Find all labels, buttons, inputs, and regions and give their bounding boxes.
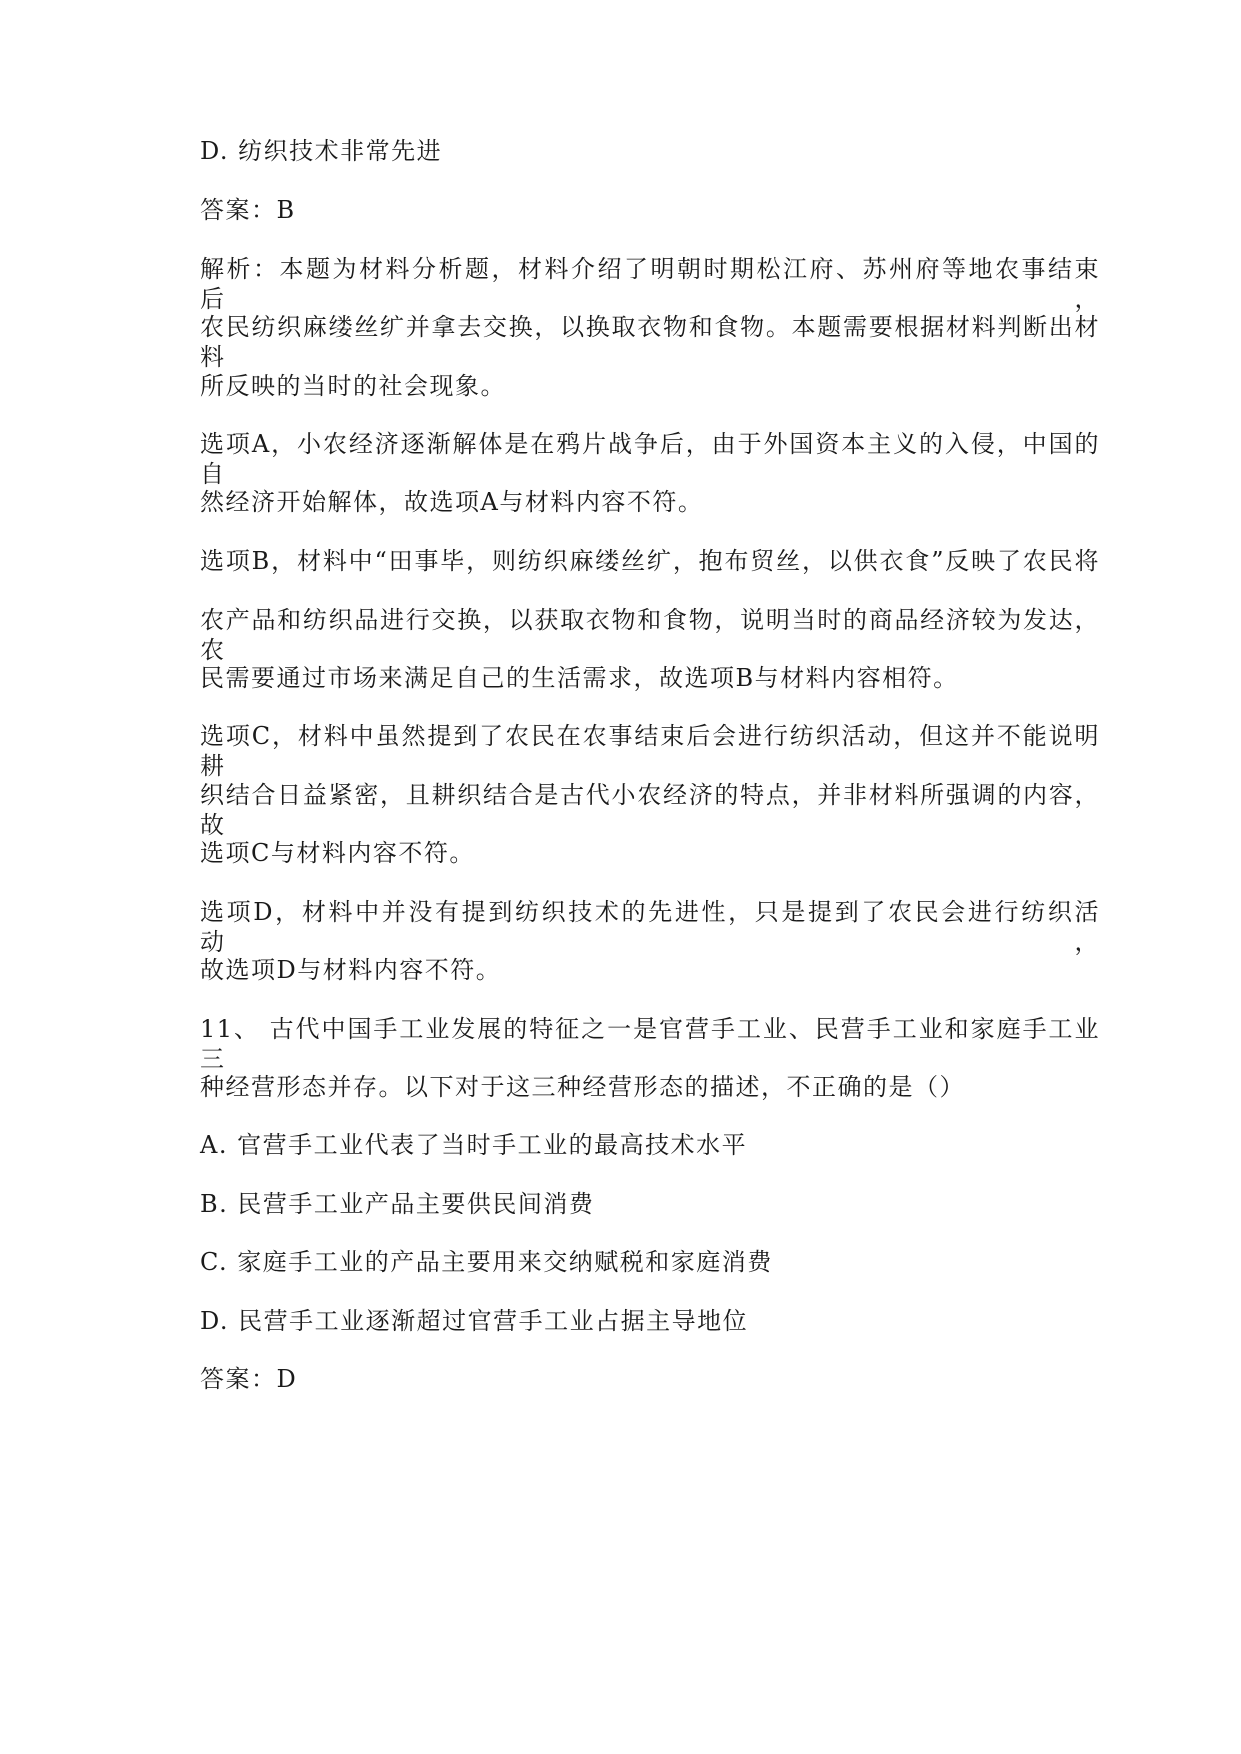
option-b-analysis-line: 农产品和纺织品进行交换，以获取衣物和食物，说明当时的商品经济较为发达，农 (200, 606, 1100, 664)
option-d-analysis-line: 选项D，材料中并没有提到纺织技术的先进性，只是提到了农民会进行纺织活动， (200, 898, 1100, 956)
option-d-line: D. 纺织技术非常先进 (200, 137, 443, 165)
option-b-analysis-line: 选项B，材料中“田事毕，则纺织麻缕丝纩，抱布贸丝，以供衣食”反映了农民将 (200, 547, 1100, 575)
option-c-analysis-line: 选项C，材料中虽然提到了农民在农事结束后会进行纺织活动，但这并不能说明耕 (200, 722, 1100, 780)
analysis-line: 农民纺织麻缕丝纩并拿去交换，以换取衣物和食物。本题需要根据材料判断出材料 (200, 313, 1100, 371)
option-a-analysis-line: 然经济开始解体，故选项A与材料内容不符。 (200, 488, 704, 516)
option-b-analysis-line: 民需要通过市场来满足自己的生活需求，故选项B与材料内容相符。 (200, 664, 959, 692)
option-b-line: B. 民营手工业产品主要供民间消费 (200, 1190, 595, 1218)
option-d-analysis-line: 故选项D与材料内容不符。 (200, 956, 502, 984)
question-11-line: 种经营形态并存。以下对于这三种经营形态的描述，不正确的是（） (200, 1073, 965, 1101)
option-d-line: D. 民营手工业逐渐超过官营手工业占据主导地位 (200, 1307, 749, 1335)
answer-line: 答案：B (200, 196, 296, 224)
option-c-line: C. 家庭手工业的产品主要用来交纳赋税和家庭消费 (200, 1248, 773, 1276)
option-a-analysis-line: 选项A，小农经济逐渐解体是在鸦片战争后，由于外国资本主义的入侵，中国的自 (200, 430, 1100, 488)
option-a-line: A. 官营手工业代表了当时手工业的最高技术水平 (200, 1131, 748, 1159)
question-11-line: 11、 古代中国手工业发展的特征之一是官营手工业、民营手工业和家庭手工业三 (200, 1015, 1100, 1073)
option-c-analysis-line: 织结合日益紧密，且耕织结合是古代小农经济的特点，并非材料所强调的内容，故 (200, 781, 1100, 839)
answer-line: 答案：D (200, 1365, 298, 1393)
analysis-line: 所反映的当时的社会现象。 (200, 372, 506, 400)
analysis-line: 解析：本题为材料分析题，材料介绍了明朝时期松江府、苏州府等地农事结束后， (200, 255, 1100, 313)
option-c-analysis-line: 选项C与材料内容不符。 (200, 839, 475, 867)
